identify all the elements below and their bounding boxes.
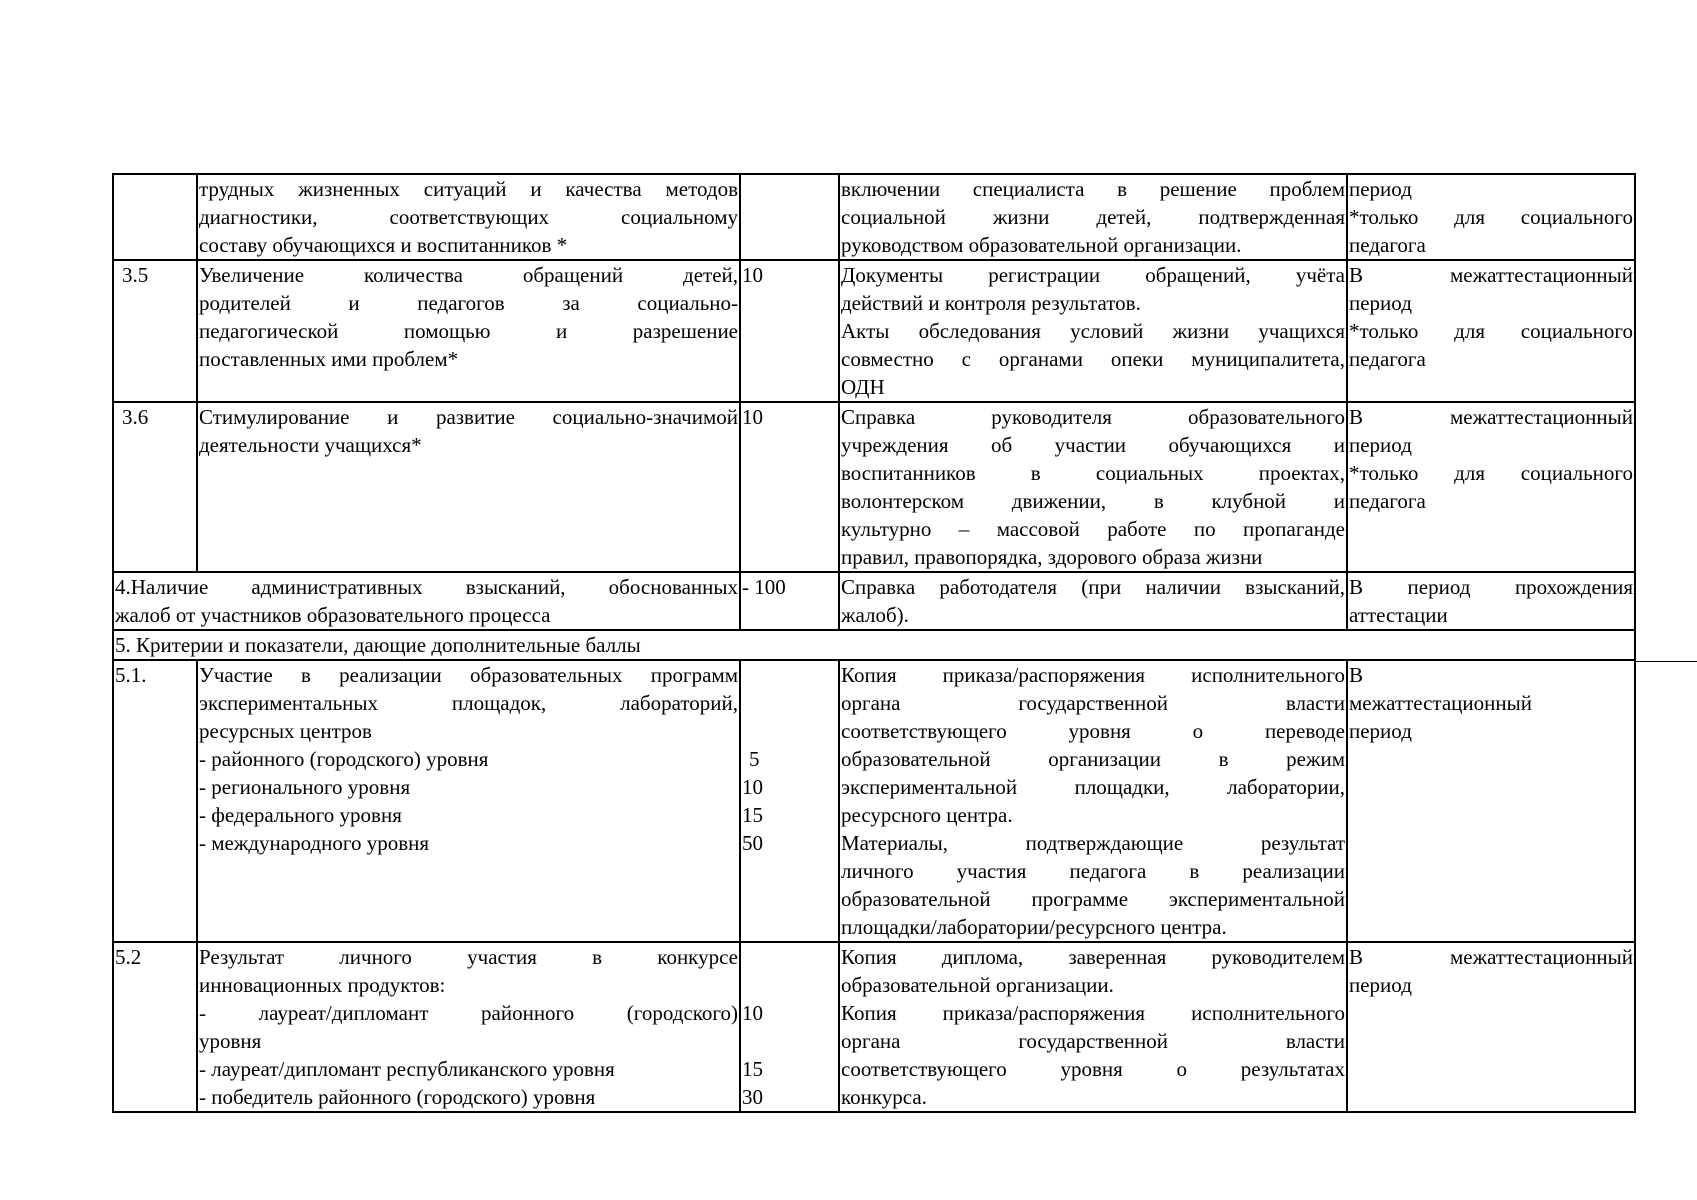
documents-cell: Справка руководителя образовательного учреждения об участии обучающихся и воспитанников в социальных проектах, волонтерском движении, в клубной и культурно – массовой работе по пропаганде правил, правопорядка, здорового образа жизни bbox=[839, 402, 1347, 572]
table-row bbox=[113, 260, 1635, 402]
table-row bbox=[113, 572, 1635, 630]
section-header-row bbox=[113, 630, 1635, 660]
period-cell: период *только для социального педагога bbox=[1347, 174, 1635, 260]
row-number-cell: 3.6 bbox=[113, 402, 197, 572]
points-cell: 10 15 30 bbox=[740, 942, 839, 1112]
period-cell: В межаттестационный период *только для социального педагога bbox=[1347, 402, 1635, 572]
points-cell: 10 bbox=[740, 260, 839, 402]
row-number-cell bbox=[113, 174, 197, 260]
points-cell: 10 bbox=[740, 402, 839, 572]
period-cell: В межаттестационный период bbox=[1347, 942, 1635, 1112]
table-edge-line bbox=[1634, 661, 1697, 942]
criterion-cell: Участие в реализации образовательных программ экспериментальных площадок, лабораторий, ресурсных центров - районного (городского) уровня - регионального уровня - федерального уровня - международного уровня bbox=[197, 660, 740, 942]
criterion-cell: Результат личного участия в конкурсе инновационных продуктов: - лауреат/дипломант районного (городского) уровня - лауреат/дипломант республиканского уровня - победитель районного (городского) уровня bbox=[197, 942, 740, 1112]
row-number-cell: 3.5 bbox=[113, 260, 197, 402]
period-cell: В межаттестационный период bbox=[1347, 660, 1635, 942]
criterion-cell: трудных жизненных ситуаций и качества методов диагностики, соответствующих социальному составу обучающихся и воспитанников * bbox=[197, 174, 740, 260]
documents-cell: Документы регистрации обращений, учёта действий и контроля результатов. Акты обследования условий жизни учащихся совместно с органами опеки муниципалитета, ОДН bbox=[839, 260, 1347, 402]
table-row bbox=[113, 402, 1635, 572]
row-number-cell: 5.2 bbox=[113, 942, 197, 1112]
points-cell bbox=[740, 174, 839, 260]
section-header: 5. Критерии и показатели, дающие дополнительные баллы bbox=[113, 630, 1635, 660]
points-cell: 5 10 15 50 bbox=[740, 660, 839, 942]
criterion-cell: Стимулирование и развитие социально-значимой деятельности учащихся* bbox=[197, 402, 740, 572]
criterion-cell: Увеличение количества обращений детей, родителей и педагогов за социально- педагогической помощью и разрешение поставленных ими проблем* bbox=[197, 260, 740, 402]
row-number-cell: 5.1. bbox=[113, 660, 197, 942]
period-cell: В период прохождения аттестации bbox=[1347, 572, 1635, 630]
criteria-table bbox=[112, 173, 1636, 1113]
documents-cell: включении специалиста в решение проблем социальной жизни детей, подтвержденная руководством образовательной организации. bbox=[839, 174, 1347, 260]
period-cell: В межаттестационный период *только для социального педагога bbox=[1347, 260, 1635, 402]
documents-cell: Копия диплома, заверенная руководителем образовательной организации. Копия приказа/распоряжения исполнительного органа государственной власти соответствующего уровня о результатах конкурса. bbox=[839, 942, 1347, 1112]
criterion-cell: 4.Наличие административных взысканий, обоснованных жалоб от участников образовательного процесса bbox=[113, 572, 740, 630]
documents-cell: Копия приказа/распоряжения исполнительного органа государственной власти соответствующего уровня о переводе образовательной организации в режим экспериментальной площадки, лаборатории, ресурсного центра. Материалы, подтверждающие результат личного участия педагога в реализации образовательной программе экспериментальной площадки/лаборатории/ресурсного центра. bbox=[839, 660, 1347, 942]
documents-cell: Справка работодателя (при наличии взысканий, жалоб). bbox=[839, 572, 1347, 630]
table-row bbox=[113, 942, 1635, 1112]
points-cell: - 100 bbox=[740, 572, 839, 630]
table-row bbox=[113, 174, 1635, 260]
table-row bbox=[113, 660, 1635, 942]
